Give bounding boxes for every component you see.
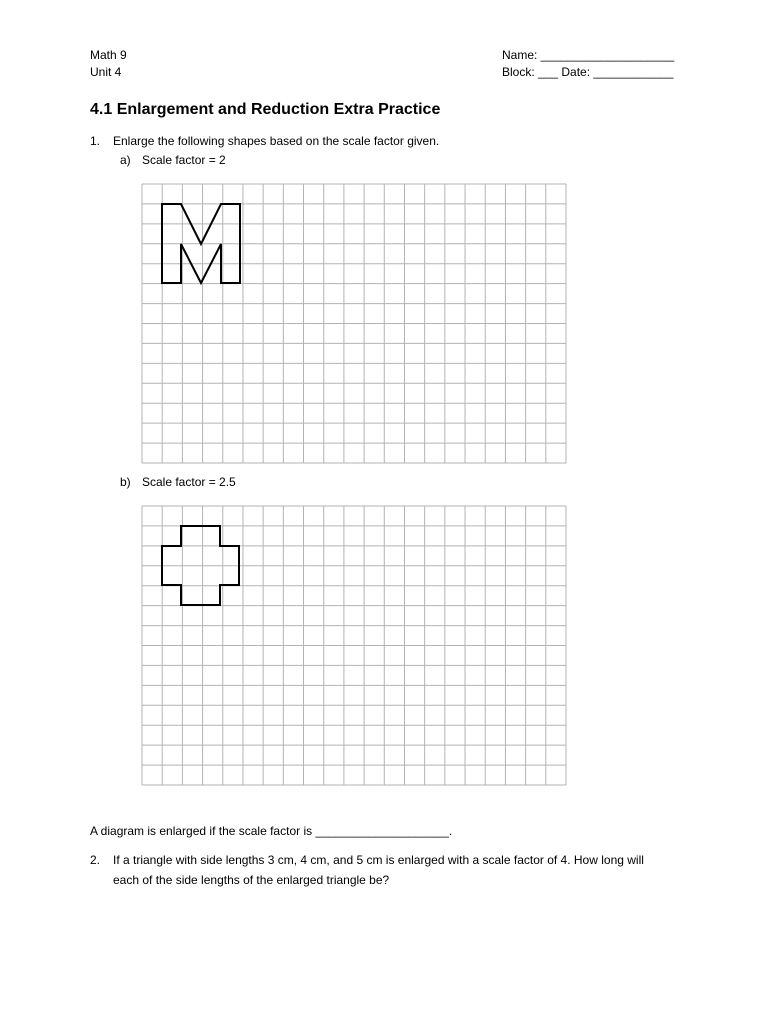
fill-in-sentence: A diagram is enlarged if the scale factor is ____________________. (90, 824, 453, 838)
question-2-text-line-2: each of the side lengths of the enlarged triangle be? (113, 873, 390, 887)
question-2-text-line-1: If a triangle with side lengths 3 cm, 4 cm, and 5 cm is enlarged with a scale factor of 4. How long will (113, 853, 644, 867)
part-a-scale-factor: Scale factor = 2 (142, 153, 226, 167)
grid-a[interactable] (141, 183, 567, 464)
question-1-number: 1. (90, 134, 101, 148)
page-title: 4.1 Enlargement and Reduction Extra Practice (90, 101, 441, 118)
question-2-number: 2. (90, 853, 101, 867)
part-b-scale-factor: Scale factor = 2.5 (142, 475, 236, 489)
part-a-letter: a) (120, 153, 131, 167)
question-1-text: Enlarge the following shapes based on the scale factor given. (113, 134, 440, 148)
grid-a-lines (142, 184, 566, 463)
block-date-field: Block: ___ Date: ____________ (502, 65, 674, 79)
grid-b[interactable] (141, 505, 567, 786)
name-field: Name: ____________________ (502, 48, 675, 62)
course-label: Math 9 (90, 48, 127, 62)
part-b-letter: b) (120, 475, 131, 489)
grid-b-lines (142, 506, 566, 785)
unit-label: Unit 4 (90, 65, 122, 79)
